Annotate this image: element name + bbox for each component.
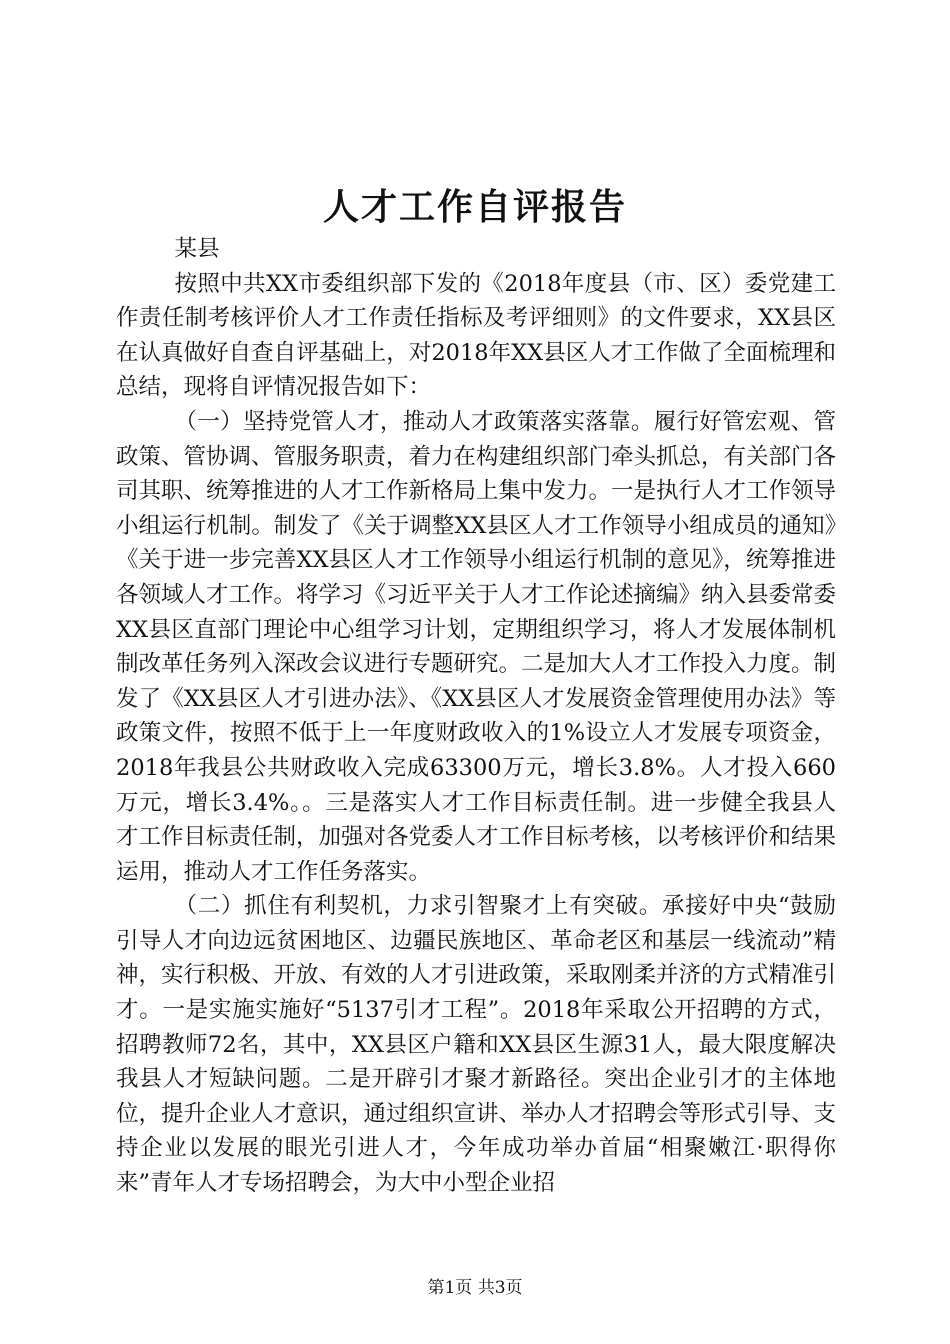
- paragraph-section-1: （一）坚持党管人才，推动人才政策落实落靠。履行好管宏观、管政策、管协调、管服务职责，着力在构建组织部门牵头抓总，有关部门各司其职、统筹推进的人才工作新格局上集中发力。一是执行人才工作领导小组运行机制。制发了《关于调整XX县区人才工作领导小组成员的通知》《关于进一步完善XX县区人才工作领导小组运行机制的意见》，统筹推进各领域人才工作。将学习《习近平关于人才工作论述摘编》纳入县委常委XX县区直部门理论中心组学习计划，定期组织学习，将人才发展体制机制改革任务列入深改会议进行专题研究。二是加大人才工作投入力度。制发了《XX县区人才引进办法》、《XX县区人才发展资金管理使用办法》等政策文件，按照不低于上一年度财政收入的1%设立人才发展专项资金，2018年我县公共财政收入完成63300万元，增长3.8%。人才投入660万元，增长3.4%。。三是落实人才工作目标责任制。进一步健全我县人才工作目标责任制，加强对各党委人才工作目标考核，以考核评价和结果运用，推动人才工作任务落实。: [116, 408, 837, 885]
- author-line: 某县: [174, 236, 220, 262]
- page-footer: 第1页 共3页: [427, 1278, 523, 1298]
- document-title: 人才工作自评报告: [322, 186, 627, 228]
- paragraph-section-2: （二）抓住有利契机，力求引智聚才上有突破。承接好中央“鼓励引导人才向边远贫困地区、边疆民族地区、革命老区和基层一线流动”精神，实行积极、开放、有效的人才引进政策，采取刚柔并济的方式精准引才。一是实施实施好“5137引才工程”。2018年采取公开招聘的方式，招聘教师72名，其中，XX县区户籍和XX县区生源31人，最大限度解决我县人才短缺问题。二是开辟引才聚才新路径。突出企业引才的主体地位，提升企业人才意识，通过组织宣讲、举办人才招聘会等形式引导、支持企业以发展的眼光引进人才，今年成功举办首届“相聚嫩江·职得你来”青年人才专场招聘会，为大中小型企业招: [116, 893, 837, 1197]
- document-body: [116, 232, 836, 1201]
- paragraph-intro: 按照中共XX市委组织部下发的《2018年度县（市、区）委党建工作责任制考核评价人才工作责任指标及考评细则》的文件要求，XX县区在认真做好自查自评基础上，对2018年XX县区人才工作做了全面梳理和总结，现将自评情况报告如下：: [116, 270, 836, 401]
